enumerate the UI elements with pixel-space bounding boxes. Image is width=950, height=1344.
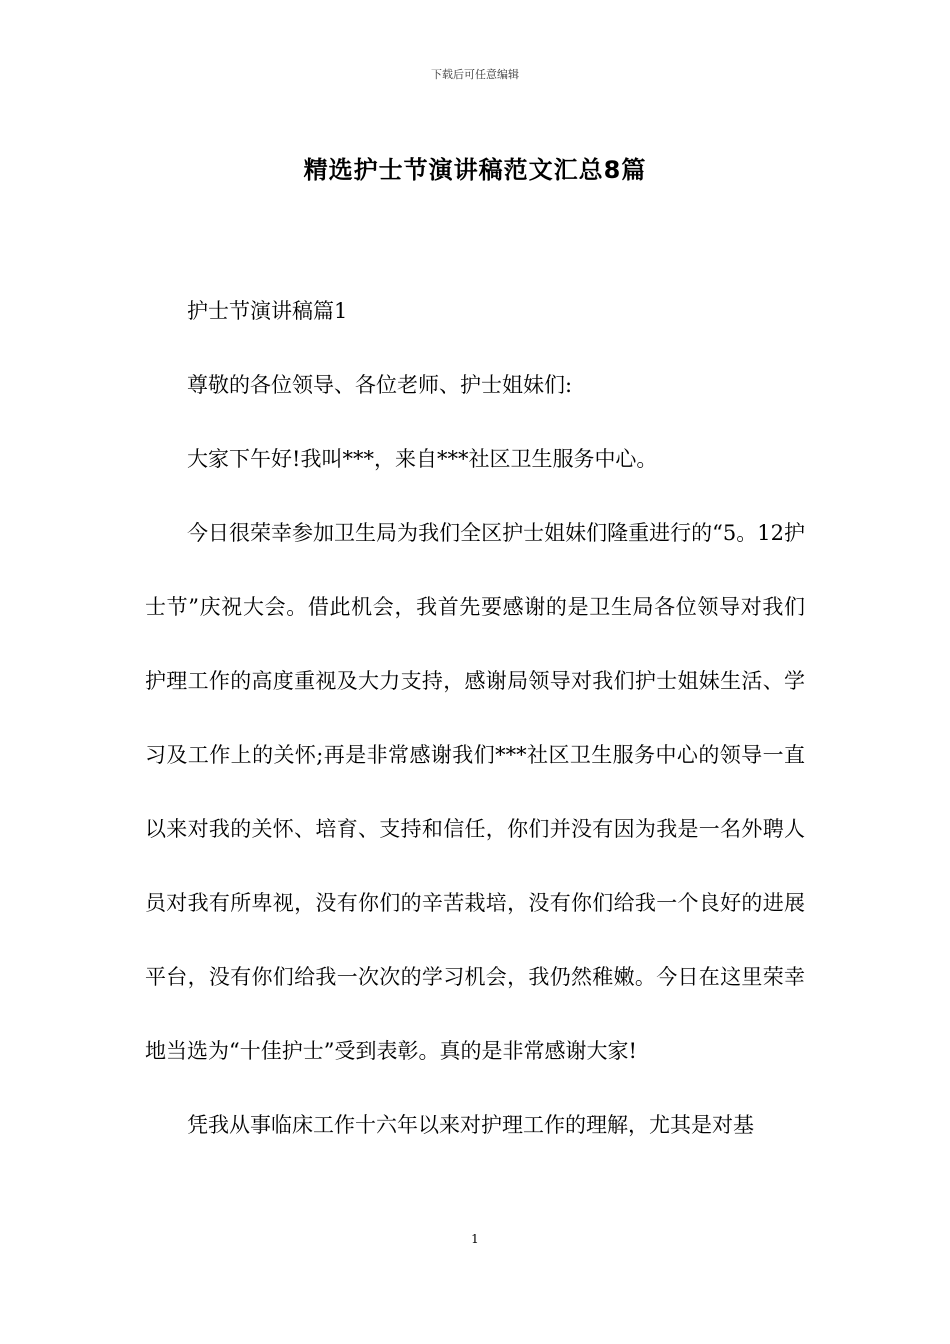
document-body (145, 274, 805, 1162)
salutation: 尊敬的各位领导、各位老师、护士姐妹们: (187, 373, 573, 397)
body-paragraph: 今日很荣幸参加卫生局为我们全区护士姐妹们隆重进行的“5。12护士节”庆祝大会。借此机会，我首先要感谢的是卫生局各位领导对我们护理工作的高度重视及大力支持，感谢局领导对我们护士姐妹生活、学习及工作上的关怀;再是非常感谢我们***社区卫生服务中心的领导一直以来对我的关怀、培育、支持和信任，你们并没有因为我是一名外聘人员对我有所卑视，没有你们的辛苦栽培，没有你们给我一个良好的进展平台，没有你们给我一次次的学习机会，我仍然稚嫩。今日在这里荣幸地当选为“十佳护士”受到表彰。真的是非常感谢大家! (145, 521, 805, 1063)
body-paragraph: 凭我从事临床工作十六年以来对护理工作的理解，尤其是对基 (187, 1113, 754, 1137)
page-number: 1 (471, 1232, 479, 1246)
greeting-paragraph: 大家下午好!我叫***，来自***社区卫生服务中心。 (187, 447, 658, 471)
section-heading: 护士节演讲稿篇1 (187, 299, 348, 323)
header-note: 下载后可任意编辑 (431, 68, 519, 81)
document-title: 精选护士节演讲稿范文汇总8篇 (303, 156, 647, 184)
